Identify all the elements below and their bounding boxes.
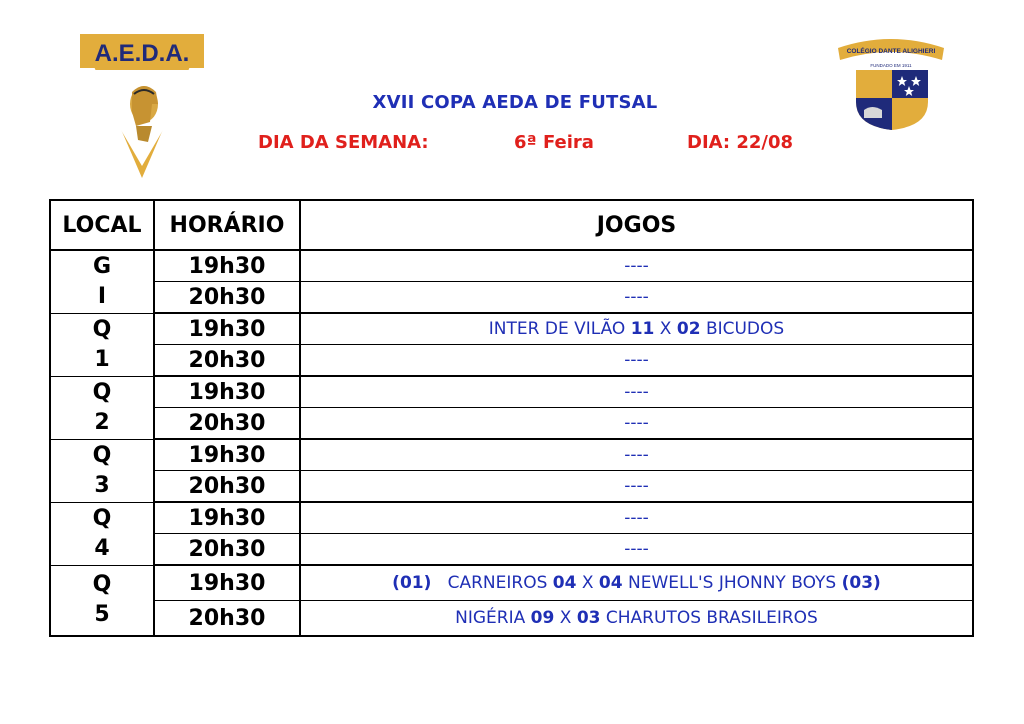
table-header-row [50, 200, 973, 250]
header-jogos: JOGOS [300, 200, 973, 250]
table-row [50, 250, 973, 282]
away-team: CHARUTOS BRASILEIROS [605, 608, 818, 628]
crest-name-text: COLÉGIO DANTE ALIGHIERI [846, 48, 936, 55]
game-cell: ---- [300, 502, 973, 534]
home-team: CARNEIROS [447, 573, 548, 593]
time-cell: 19h30 [154, 313, 300, 345]
time-cell: 19h30 [154, 250, 300, 282]
game-cell: ---- [300, 534, 973, 566]
away-score: 03 [576, 608, 601, 628]
versus-sep: X [581, 573, 594, 593]
time-cell: 19h30 [154, 565, 300, 601]
local-line-1: Q [92, 572, 112, 598]
away-score: 04 [598, 573, 623, 593]
home-team: NIGÉRIA [455, 608, 526, 628]
header-local: LOCAL [50, 200, 154, 250]
local-line-2: 1 [94, 346, 110, 372]
table-row [50, 565, 973, 601]
colegio-dante-crest [832, 36, 950, 132]
local-line-2: 5 [94, 602, 110, 628]
home-score: 11 [630, 319, 655, 339]
game-cell [300, 565, 973, 601]
table-row [50, 345, 973, 377]
game-cell: ---- [300, 250, 973, 282]
aeda-logo [78, 32, 206, 180]
local-cell [50, 502, 154, 565]
table-row [50, 601, 973, 637]
table-row [50, 313, 973, 345]
time-cell: 20h30 [154, 471, 300, 503]
page-title: XVII COPA AEDA DE FUTSAL [372, 92, 658, 113]
game-cell: ---- [300, 282, 973, 314]
local-line-2: 4 [94, 535, 110, 561]
time-cell: 20h30 [154, 282, 300, 314]
table-row [50, 439, 973, 471]
home-score: 04 [552, 573, 577, 593]
home-score: 09 [530, 608, 555, 628]
schedule-table [49, 199, 974, 637]
time-cell: 19h30 [154, 502, 300, 534]
game-cell: ---- [300, 345, 973, 377]
home-penalty: (01) [392, 573, 432, 593]
game-cell: ---- [300, 471, 973, 503]
table-row [50, 534, 973, 566]
local-line-2: I [97, 283, 107, 309]
table-row [50, 502, 973, 534]
local-cell [50, 250, 154, 313]
game-cell [300, 313, 973, 345]
weekday-value: 6ª Feira [514, 132, 594, 153]
local-cell [50, 565, 154, 636]
header-horario: HORÁRIO [154, 200, 300, 250]
aeda-logo-text: A.E.D.A. [94, 40, 190, 67]
away-penalty: (03) [841, 573, 881, 593]
time-cell: 20h30 [154, 408, 300, 440]
local-line-2: 3 [94, 472, 110, 498]
time-cell: 19h30 [154, 439, 300, 471]
table-row [50, 408, 973, 440]
weekday-label: DIA DA SEMANA: [258, 132, 429, 153]
time-cell: 20h30 [154, 534, 300, 566]
game-cell [300, 601, 973, 637]
time-cell: 19h30 [154, 376, 300, 408]
local-cell [50, 313, 154, 376]
time-cell: 20h30 [154, 345, 300, 377]
local-line-2: 2 [94, 409, 110, 435]
home-team: INTER DE VILÃO [488, 319, 626, 339]
versus-sep: X [659, 319, 672, 339]
game-cell: ---- [300, 408, 973, 440]
table-row [50, 471, 973, 503]
away-team: BICUDOS [705, 319, 785, 339]
table-row [50, 282, 973, 314]
local-line-1: G [92, 253, 112, 279]
local-line-1: Q [92, 379, 112, 405]
local-line-1: Q [92, 442, 112, 468]
away-team: NEWELL'S JHONNY BOYS [628, 573, 837, 593]
local-line-1: Q [92, 505, 112, 531]
table-row [50, 376, 973, 408]
local-line-1: Q [92, 316, 112, 342]
game-cell: ---- [300, 376, 973, 408]
versus-sep: X [559, 608, 572, 628]
game-cell: ---- [300, 439, 973, 471]
away-score: 02 [676, 319, 701, 339]
date-label: DIA: 22/08 [687, 132, 794, 153]
time-cell: 20h30 [154, 601, 300, 637]
local-cell [50, 376, 154, 439]
local-cell [50, 439, 154, 502]
crest-founded-text: FUNDADO EM 1911 [870, 63, 912, 68]
